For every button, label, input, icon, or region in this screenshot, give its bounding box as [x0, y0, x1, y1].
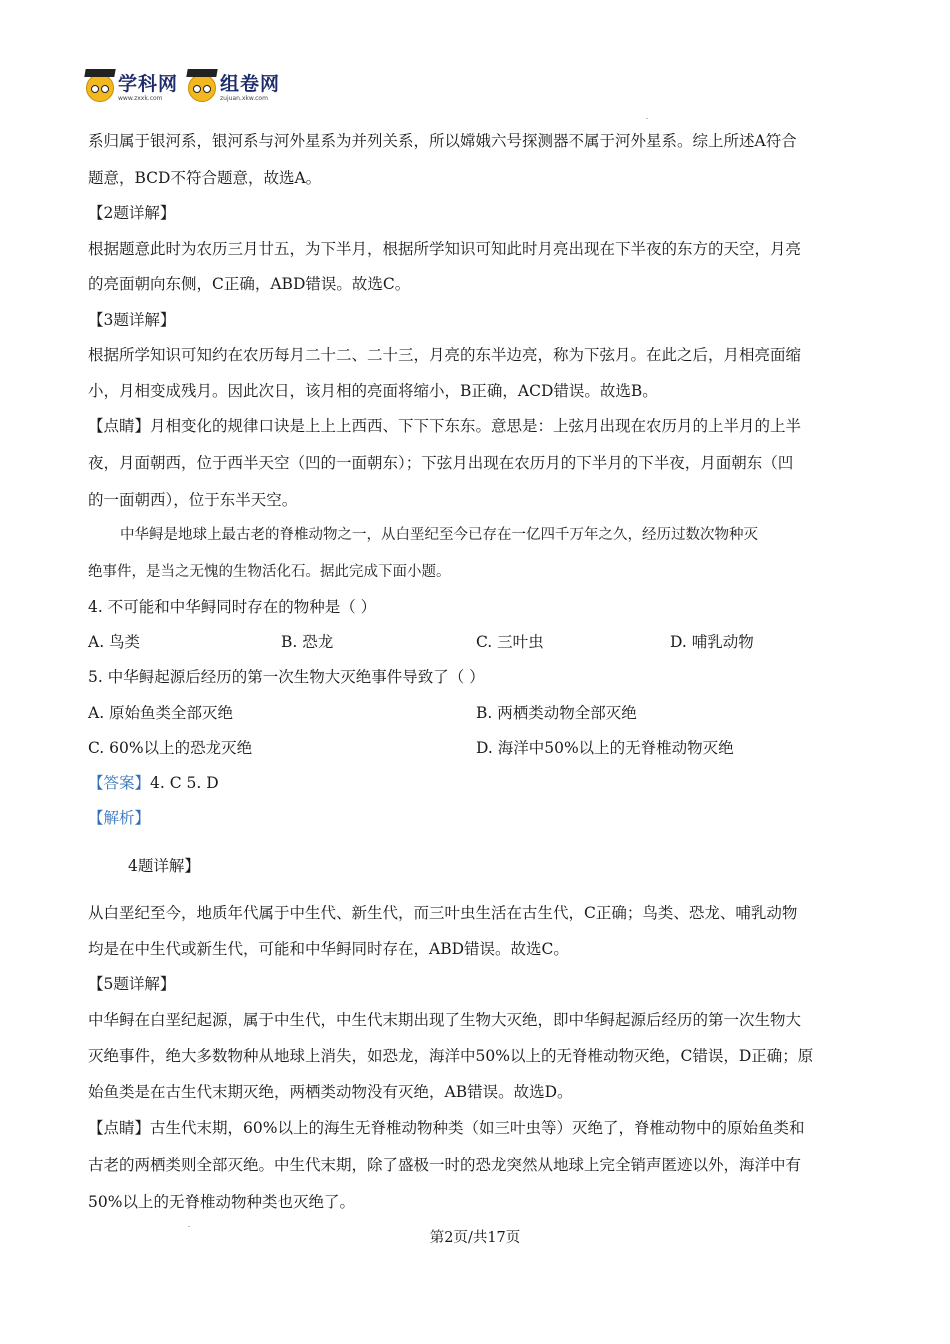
text-line: 的亮面朝向东侧，C正确，ABD错误。故选C。 [88, 275, 411, 293]
analysis-label: 【解析】 [88, 809, 151, 827]
text-line: 50%以上的无脊椎动物种类也灭绝了。 [88, 1193, 355, 1211]
logo2-sub: zujuan.xkw.com [220, 94, 268, 102]
header-logos [86, 70, 280, 106]
text-line: 始鱼类是在古生代末期灭绝，两栖类动物没有灭绝，AB错误。故选D。 [88, 1083, 573, 1101]
mascot-icon [188, 74, 216, 102]
page-number: 第2页/共17页 [429, 1230, 521, 1246]
text-line: 【点睛】月相变化的规律口诀是上上上西西、下下下东东。意思是：上弦月出现在农历月的上半月的上半 [88, 417, 802, 435]
section-heading: 【5题详解】 [88, 975, 176, 993]
text-line: 根据题意此时为农历三月廿五，为下半月，根据所学知识可知此时月亮出现在下半夜的东方的天空，月亮 [88, 240, 802, 258]
section-heading: 4题详解】 [128, 857, 200, 875]
logo2-text: 组卷网 [220, 72, 281, 95]
question-5: 5. 中华鲟起源后经历的第一次生物大灭绝事件导致了（ ） [88, 668, 485, 686]
question-4: 4. 不可能和中华鲟同时存在的物种是（ ） [88, 598, 377, 616]
text-line: 根据所学知识可知约在农历每月二十二、二十三，月亮的东半边亮，称为下弦月。在此之后，月相亮面缩 [88, 346, 802, 364]
answer-text: 4. C 5. D [150, 774, 219, 792]
text-line: 古老的两栖类则全部灭绝。中生代末期，除了盛极一时的恐龙突然从地球上完全销声匿迹以外，海洋中有 [88, 1156, 802, 1174]
passage-line: 中华鲟是地球上最古老的脊椎动物之一，从白垩纪至今已存在一亿四千万年之久，经历过数次物种灭 [120, 527, 758, 543]
option-5a[interactable]: A. 原始鱼类全部灭绝 [88, 704, 234, 722]
section-heading: 【3题详解】 [88, 311, 176, 329]
option-4a[interactable]: A. 鸟类 [88, 633, 141, 651]
text-line: 中华鲟在白垩纪起源，属于中生代，中生代末期出现了生物大灭绝，即中华鲟起源后经历的第一次生物大 [88, 1011, 802, 1029]
option-5d[interactable]: D. 海洋中50%以上的无脊椎动物灭绝 [476, 739, 734, 757]
zxxk-logo[interactable] [86, 74, 178, 102]
speck [646, 118, 648, 119]
option-5b[interactable]: B. 两栖类动物全部灭绝 [476, 704, 637, 722]
mascot-icon [86, 74, 114, 102]
section-heading: 【2题详解】 [88, 204, 176, 222]
option-5c[interactable]: C. 60%以上的恐龙灭绝 [88, 739, 253, 757]
text-line: 均是在中生代或新生代，可能和中华鲟同时存在，ABD错误。故选C。 [88, 940, 569, 958]
text-line: 小，月相变成残月。因此次日，该月相的亮面将缩小，B正确，ACD错误。故选B。 [88, 382, 658, 400]
text-line: 题意，BCD不符合题意，故选A。 [88, 169, 322, 187]
option-4d[interactable]: D. 哺乳动物 [670, 633, 754, 651]
text-line: 的一面朝西），位于东半天空。 [88, 491, 298, 509]
option-4c[interactable]: C. 三叶虫 [476, 633, 544, 651]
answer-label: 【答案】 [88, 774, 151, 792]
zujuan-logo[interactable] [188, 74, 280, 102]
answer-line [88, 773, 219, 793]
text-line: 灭绝事件，绝大多数物种从地球上消失，如恐龙，海洋中50%以上的无脊椎动物灭绝，C错误，D正确；原 [88, 1047, 814, 1065]
logo1-sub: www.zxxk.com [118, 94, 163, 102]
option-4b[interactable]: B. 恐龙 [281, 633, 334, 651]
text-line: 夜，月面朝西，位于西半天空（凹的一面朝东）；下弦月出现在农历月的下半月的下半夜，月面朝东（凹 [88, 454, 794, 472]
text-line: 系归属于银河系，银河系与河外星系为并列关系，所以嫦娥六号探测器不属于河外星系。综上所述A符合 [88, 132, 797, 150]
text-line: 从白垩纪至今，地质年代属于中生代、新生代，而三叶虫生活在古生代，C正确；鸟类、恐龙、哺乳动物 [88, 904, 798, 922]
text-line: 【点睛】古生代末期，60%以上的海生无脊椎动物种类（如三叶虫等）灭绝了，脊椎动物中的原始鱼类和 [88, 1119, 805, 1137]
logo1-text: 学科网 [118, 72, 179, 95]
passage-line: 绝事件，是当之无愧的生物活化石。据此完成下面小题。 [88, 564, 451, 580]
